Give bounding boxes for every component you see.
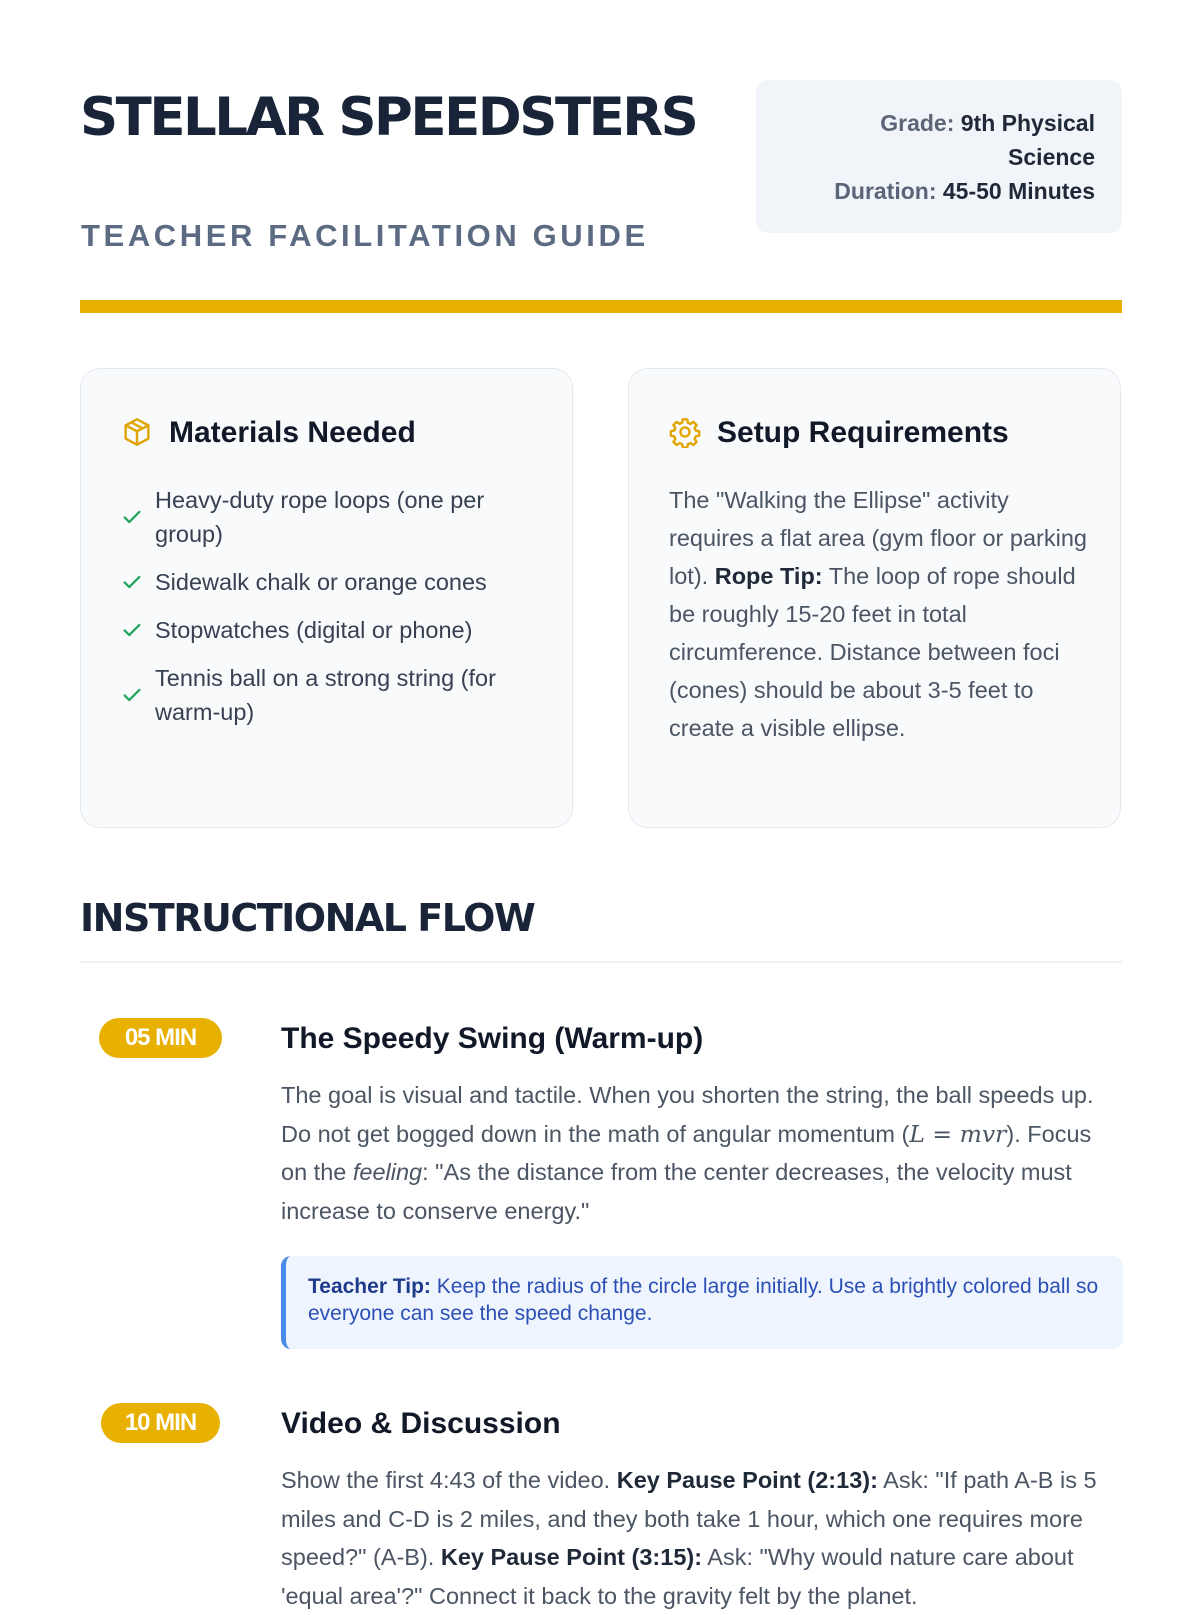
step-text-1: Show the first 4:43 of the video. (281, 1467, 617, 1493)
check-icon (121, 684, 143, 706)
check-icon (121, 506, 143, 528)
list-item (121, 613, 541, 647)
page-title: STELLAR SPEEDSTERS (80, 87, 697, 148)
pause-point-label: Key Pause Point (3:15): (440, 1544, 703, 1570)
material-text: Tennis ball on a strong string (for warm-up) (155, 665, 496, 725)
step-text-3: Ask: "Why would nature care about 'equal area'?" Connect it back to the gravity felt by the planet. (281, 1544, 1074, 1609)
page-subtitle: TEACHER FACILITATION GUIDE (81, 218, 649, 253)
materials-card (80, 368, 573, 828)
step-title: The Speedy Swing (Warm-up) (281, 1022, 704, 1055)
check-icon (121, 571, 143, 593)
setup-text-1: The "Walking the Ellipse" activity requires a flat area (gym floor or parking lot). (669, 487, 1087, 589)
grade-value: 9th Physical Science (960, 110, 1095, 170)
step-text-3: : "As the distance from the center decreases, the velocity must increase to conserve energy." (281, 1159, 1072, 1224)
rope-tip-label: Rope Tip: (714, 563, 823, 589)
step-title: Video & Discussion (281, 1407, 561, 1440)
setup-card (628, 368, 1121, 828)
setup-title: Setup Requirements (717, 416, 1009, 449)
section-heading: INSTRUCTIONAL FLOW (80, 896, 535, 940)
duration-line (796, 174, 1095, 208)
step-text-2: Ask: "If path A-B is 5 miles and C-D is 2 miles, and they both take 1 hour, which one requires more speed?" (A-B). (281, 1467, 1097, 1570)
emphasis-text: feeling (352, 1159, 423, 1185)
grade-label: Grade: (880, 110, 955, 136)
step-body (281, 1076, 1123, 1230)
material-text: Stopwatches (digital or phone) (155, 617, 473, 643)
tip-label: Teacher Tip: (308, 1275, 431, 1298)
grade-line (796, 106, 1095, 174)
duration-label: Duration: (834, 178, 937, 204)
time-badge: 10 MIN (101, 1403, 220, 1443)
step-text-1: The goal is visual and tactile. When you shorten the string, the ball speeds up. Do not get bogged down in the math of angular momentum ( (281, 1082, 1094, 1147)
header-divider (80, 300, 1122, 313)
materials-title: Materials Needed (169, 416, 416, 449)
tip-text: Keep the radius of the circle large initially. Use a brightly colored ball so everyone can see the speed change. (308, 1275, 1099, 1325)
duration-value: 45-50 Minutes (942, 178, 1095, 204)
gear-icon (669, 416, 701, 448)
check-icon (121, 619, 143, 641)
time-badge: 05 MIN (99, 1018, 222, 1058)
box-icon (121, 416, 153, 448)
teacher-tip-callout (281, 1256, 1123, 1349)
material-text: Heavy-duty rope loops (one per group) (155, 487, 485, 547)
setup-description (669, 481, 1089, 747)
list-item (121, 483, 541, 551)
material-text: Sidewalk chalk or orange cones (155, 569, 487, 595)
list-item (121, 565, 541, 599)
math-formula: L = mvr (909, 1119, 1007, 1148)
step-text-2: ). Focus on the (281, 1120, 1092, 1185)
pause-point-label: Key Pause Point (2:13): (616, 1467, 878, 1493)
list-item (121, 661, 541, 729)
materials-list (121, 483, 541, 743)
section-divider (80, 961, 1122, 963)
setup-text-2: The loop of rope should be roughly 15-20 feet in total circumference. Distance between foci (cones) should be about 3-5 feet to create a visible ellipse. (669, 563, 1076, 741)
step-body (281, 1461, 1123, 1615)
lesson-meta-box (756, 80, 1122, 233)
